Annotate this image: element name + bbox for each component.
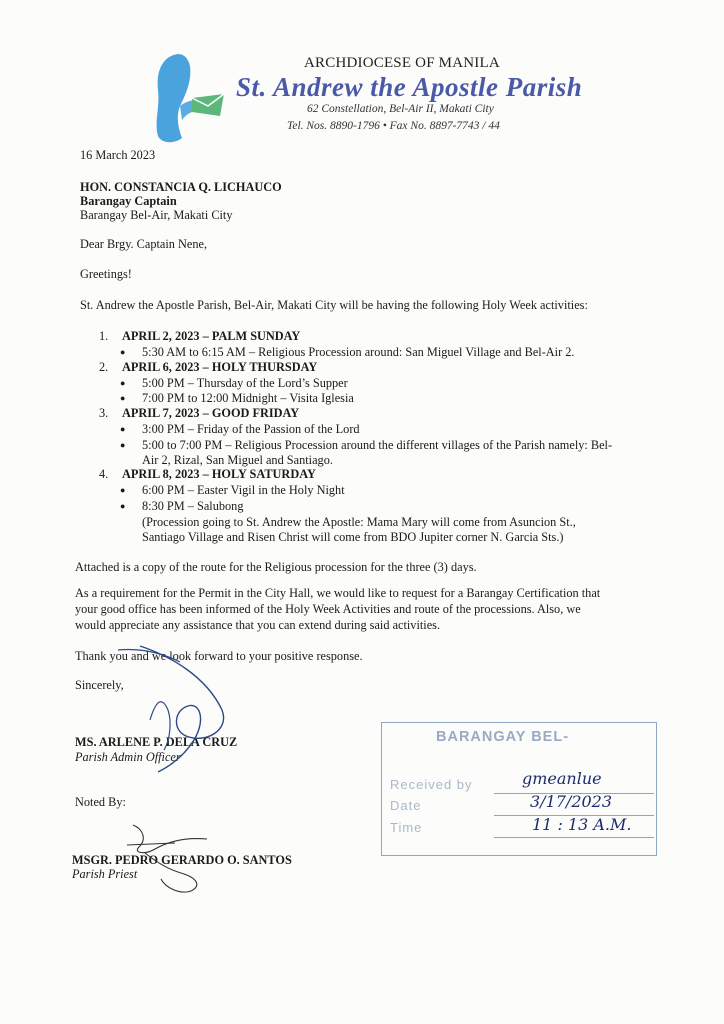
bullet-icon: ●: [120, 378, 126, 388]
activity-item: 3:00 PM – Friday of the Passion of the Lord: [142, 422, 360, 436]
activity-number: 3.: [99, 406, 109, 420]
thanks-paragraph: Thank you and we look forward to your positive response.: [75, 649, 363, 663]
recipient-title: Barangay Captain: [80, 194, 177, 208]
priest-title: Parish Priest: [72, 867, 138, 881]
bullet-icon: ●: [120, 347, 126, 357]
recipient-name: HON. CONSTANCIA Q. LICHAUCO: [80, 180, 282, 194]
sender-title: Parish Admin Officer: [75, 750, 181, 764]
activity-heading: APRIL 6, 2023 – HOLY THURSDAY: [122, 360, 318, 374]
activity-item-continued: Air 2, Rizal, San Miguel and Santiago.: [142, 453, 333, 467]
request-line: would appreciate any assistance that you can extend during said activities.: [75, 618, 441, 632]
intro-paragraph: St. Andrew the Apostle Parish, Bel-Air, Makati City will be having the following Holy Week activities:: [80, 298, 588, 312]
noted-by-label: Noted By:: [75, 795, 126, 809]
activity-number: 4.: [99, 467, 109, 481]
closing: Sincerely,: [75, 678, 124, 692]
salutation: Dear Brgy. Captain Nene,: [80, 237, 208, 251]
stamp-date-label: Date: [390, 798, 422, 813]
request-line: As a requirement for the Permit in the City Hall, we would like to request for a Barangay Certification that: [75, 586, 601, 600]
activity-number: 1.: [99, 329, 109, 343]
time-handwriting: 11 : 13 A.M.: [532, 815, 632, 834]
greeting: Greetings!: [80, 267, 132, 281]
activity-heading: APRIL 7, 2023 – GOOD FRIDAY: [122, 406, 300, 420]
activity-heading: APRIL 2, 2023 – PALM SUNDAY: [122, 329, 301, 343]
activity-item: 8:30 PM – Salubong: [142, 499, 244, 513]
sender-signature: [110, 640, 240, 775]
activity-item: 5:00 PM – Thursday of the Lord’s Supper: [142, 376, 348, 390]
archdiocese-heading: ARCHDIOCESE OF MANILA: [304, 55, 500, 71]
activity-item: 5:30 AM to 6:15 AM – Religious Procession around: San Miguel Village and Bel-Air 2.: [142, 345, 575, 359]
activity-item-note: Santiago Village and Risen Christ will come from BDO Jupiter corner N. Garcia Sts.): [142, 530, 564, 544]
date-handwriting: 3/17/2023: [530, 792, 613, 811]
letter-date: 16 March 2023: [80, 148, 156, 162]
bullet-icon: ●: [120, 393, 126, 403]
activity-number: 2.: [99, 360, 109, 374]
activity-heading: APRIL 8, 2023 – HOLY SATURDAY: [122, 467, 316, 481]
bullet-icon: ●: [120, 485, 126, 495]
stamp-title: BARANGAY BEL-: [436, 729, 570, 745]
activity-item: 7:00 PM to 12:00 Midnight – Visita Iglesia: [142, 391, 354, 405]
parish-address: 62 Constellation, Bel-Air II, Makati City: [307, 103, 494, 115]
recipient-address: Barangay Bel-Air, Makati City: [80, 208, 233, 222]
parish-logo: [148, 50, 230, 146]
received-by-handwriting: gmeanlue: [522, 769, 602, 788]
stamp-time-line: [494, 837, 654, 838]
bullet-icon: ●: [120, 501, 126, 511]
request-line: your good office has been informed of the Holy Week Activities and route of the processions. Also, we: [75, 602, 581, 616]
bullet-icon: ●: [120, 424, 126, 434]
stamp-received-label: Received by: [390, 777, 473, 792]
parish-phone: Tel. Nos. 8890-1796 • Fax No. 8897-7743 / 44: [287, 120, 500, 132]
priest-name: MSGR. PEDRO GERARDO O. SANTOS: [72, 853, 292, 867]
bullet-icon: ●: [120, 440, 126, 450]
sender-name: MS. ARLENE P. DELA CRUZ: [75, 735, 238, 749]
activity-item: 5:00 to 7:00 PM – Religious Procession around the different villages of the Parish namely: Bel-: [142, 438, 613, 452]
priest-signature: [115, 815, 225, 895]
stamp-time-label: Time: [390, 820, 423, 835]
activity-item: 6:00 PM – Easter Vigil in the Holy Night: [142, 483, 345, 497]
activity-item-note: (Procession going to St. Andrew the Apostle: Mama Mary will come from Asuncion St.,: [142, 515, 576, 529]
attached-paragraph: Attached is a copy of the route for the Religious procession for the three (3) days.: [75, 560, 477, 574]
parish-name: St. Andrew the Apostle Parish: [236, 72, 583, 102]
received-stamp: [381, 722, 657, 856]
